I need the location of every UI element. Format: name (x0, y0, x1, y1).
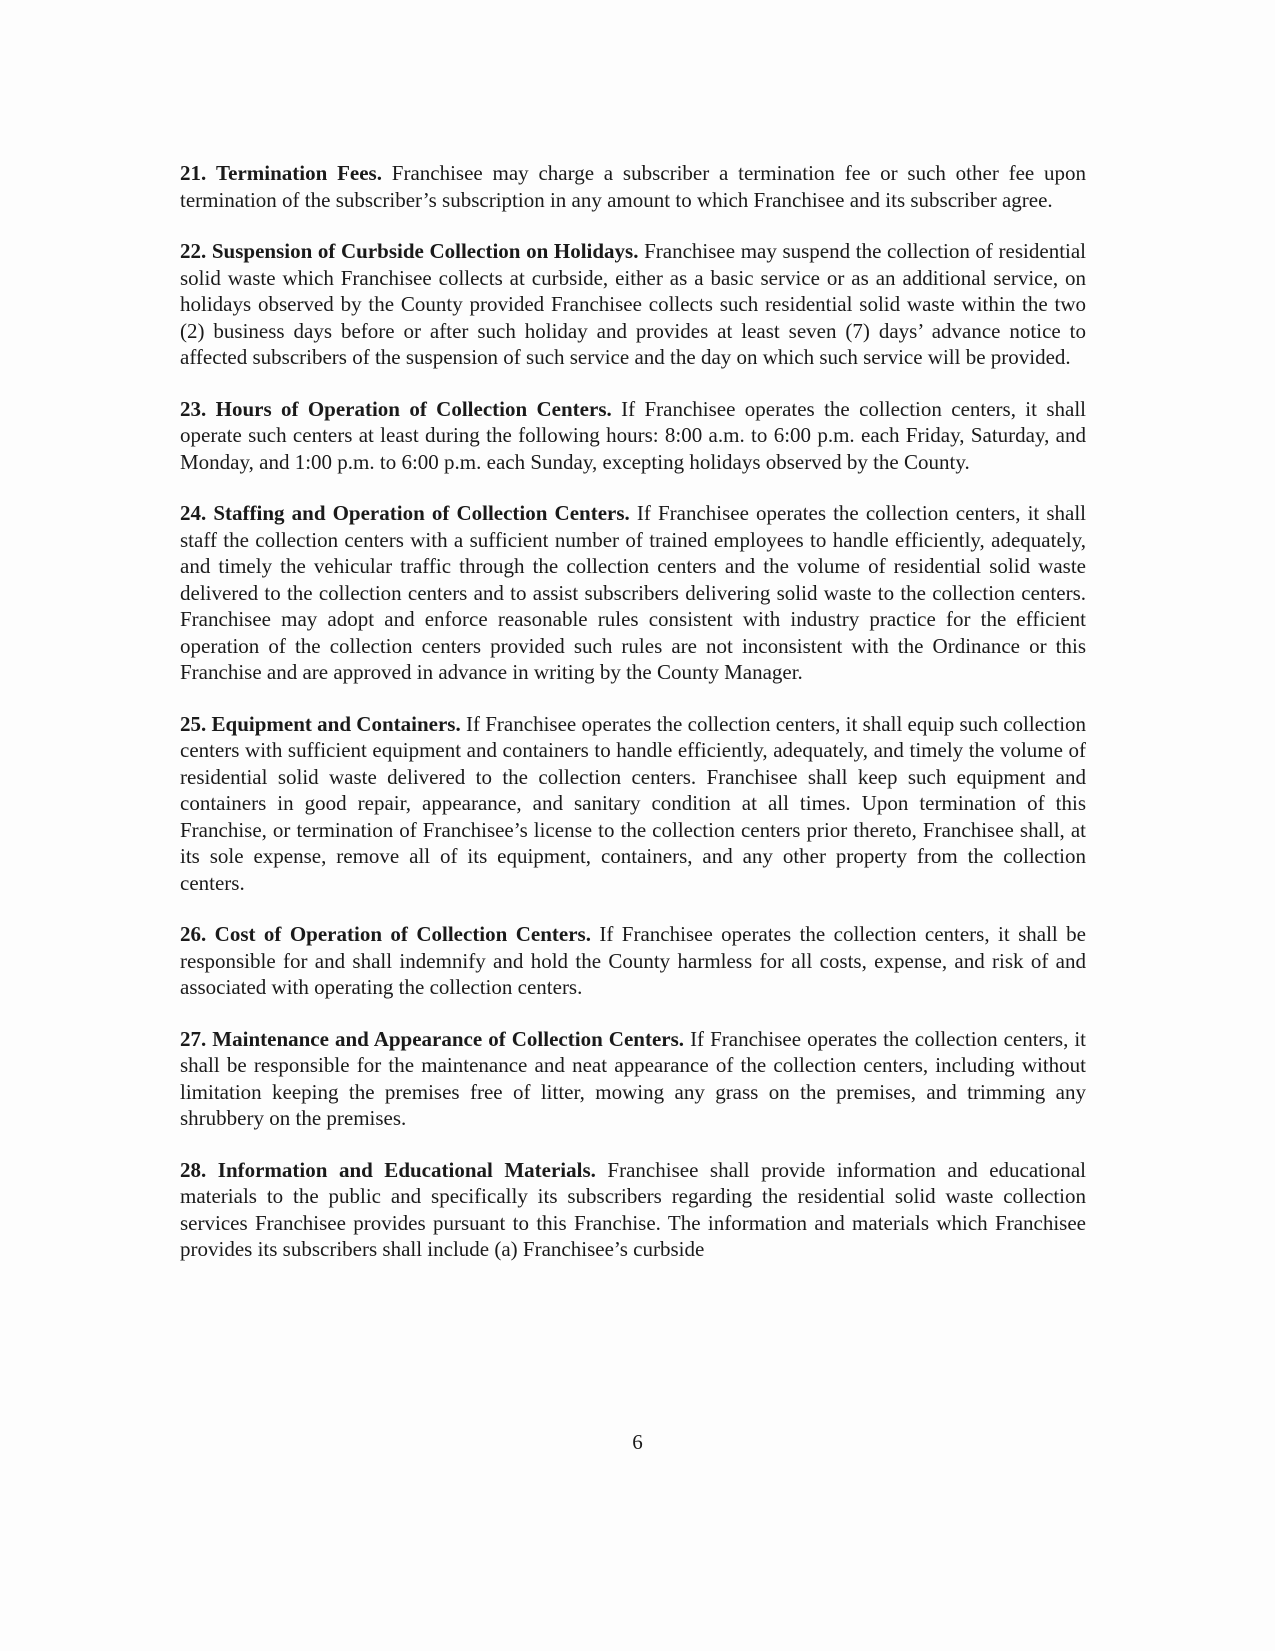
section-heading: Equipment and Containers. (211, 711, 461, 736)
section-text: If Franchisee operates the collection centers, it shall operate such centers at least during the following hours: 8:00 a.m. to 6:00 p.m. each Friday, Saturday, and Monday, and 1:00 p.m. to 6:00 p.m. each Sunday, excepting holidays observed by the County. (180, 396, 1086, 474)
section-text: Franchisee may suspend the collection of residential solid waste which Franchisee collects at curbside, either as a basic service or as an additional service, on holidays observed by the County provided Franchisee collects such residential solid waste within the two (2) business days before or after such holiday and provides at least seven (7) days’ advance notice to affected subscribers of the suspension of such service and the day on which such service will be provided. (180, 239, 1087, 369)
section-number: 27. (180, 1026, 207, 1051)
section-text: If Franchisee operates the collection centers, it shall equip such collection centers with sufficient equipment and containers to handle efficiently, adequately, and timely the volume of residential solid waste delivered to the collection centers. Franchisee shall keep such equipment and containers in good repair, appearance, and sanitary condition at all times. Upon termination of this Franchise, or termination of Franchisee’s license to the collection centers prior thereto, Franchisee shall, at its sole expense, remove all of its equipment, containers, and any other property from the collection centers. (180, 711, 1087, 895)
section-27 (180, 1026, 1086, 1132)
section-heading: Suspension of Curbside Collection on Holidays. (211, 239, 639, 263)
section-number: 28. (180, 1157, 207, 1182)
section-number: 24. (180, 501, 207, 525)
section-number: 21. (180, 161, 207, 185)
section-text: Franchisee may charge a subscriber a termination fee or such other fee upon termination of the subscriber’s subscription in any amount to which Franchisee and its subscriber agree. (180, 161, 1087, 212)
section-23 (180, 396, 1086, 476)
document-body (180, 160, 1086, 1288)
section-24 (180, 500, 1086, 686)
section-heading: Information and Educational Materials. (217, 1157, 596, 1182)
section-number: 23. (180, 396, 207, 421)
section-text: If Franchisee operates the collection centers, it shall be responsible for and shall indemnify and hold the County harmless for all costs, expense, and risk of and associated with operating the collection centers. (180, 922, 1086, 999)
section-text: Franchisee shall provide information and educational materials to the public and specifically its subscribers regarding the residential solid waste collection services Franchisee provides pursuant to this Franchise. The information and materials which Franchisee provides its subscribers shall include (a) Franchisee’s curbside (180, 1157, 1087, 1261)
page-number: 6 (632, 1430, 643, 1454)
section-heading: Termination Fees. (216, 161, 382, 185)
section-21 (180, 160, 1086, 213)
section-text: If Franchisee operates the collection centers, it shall staff the collection centers with a sufficient number of trained employees to handle efficiently, adequately, and timely the vehicular traffic through the collection centers and the volume of residential solid waste delivered to the collection centers and to assist subscribers delivering solid waste to the collection centers. Franchisee may adopt and enforce reasonable rules consistent with industry practice for the efficient operation of the collection centers provided such rules are not inconsistent with the Ordinance or this Franchise and are approved in advance in writing by the County Manager. (180, 501, 1086, 684)
section-26 (180, 921, 1086, 1001)
section-number: 22. (180, 239, 207, 263)
section-heading: Maintenance and Appearance of Collection Centers. (212, 1026, 685, 1051)
section-heading: Hours of Operation of Collection Centers. (215, 396, 612, 421)
section-number: 25. (180, 711, 207, 736)
section-25 (180, 711, 1086, 897)
section-number: 26. (180, 922, 207, 946)
section-28 (180, 1157, 1086, 1263)
section-heading: Cost of Operation of Collection Centers. (214, 922, 591, 946)
section-heading: Staffing and Operation of Collection Centers. (213, 501, 630, 525)
section-text: If Franchisee operates the collection centers, it shall be responsible for the maintenance and neat appearance of the collection centers, including without limitation keeping the premises free of litter, mowing any grass on the premises, and trimming any shrubbery on the premises. (180, 1026, 1087, 1130)
section-22 (180, 238, 1086, 371)
